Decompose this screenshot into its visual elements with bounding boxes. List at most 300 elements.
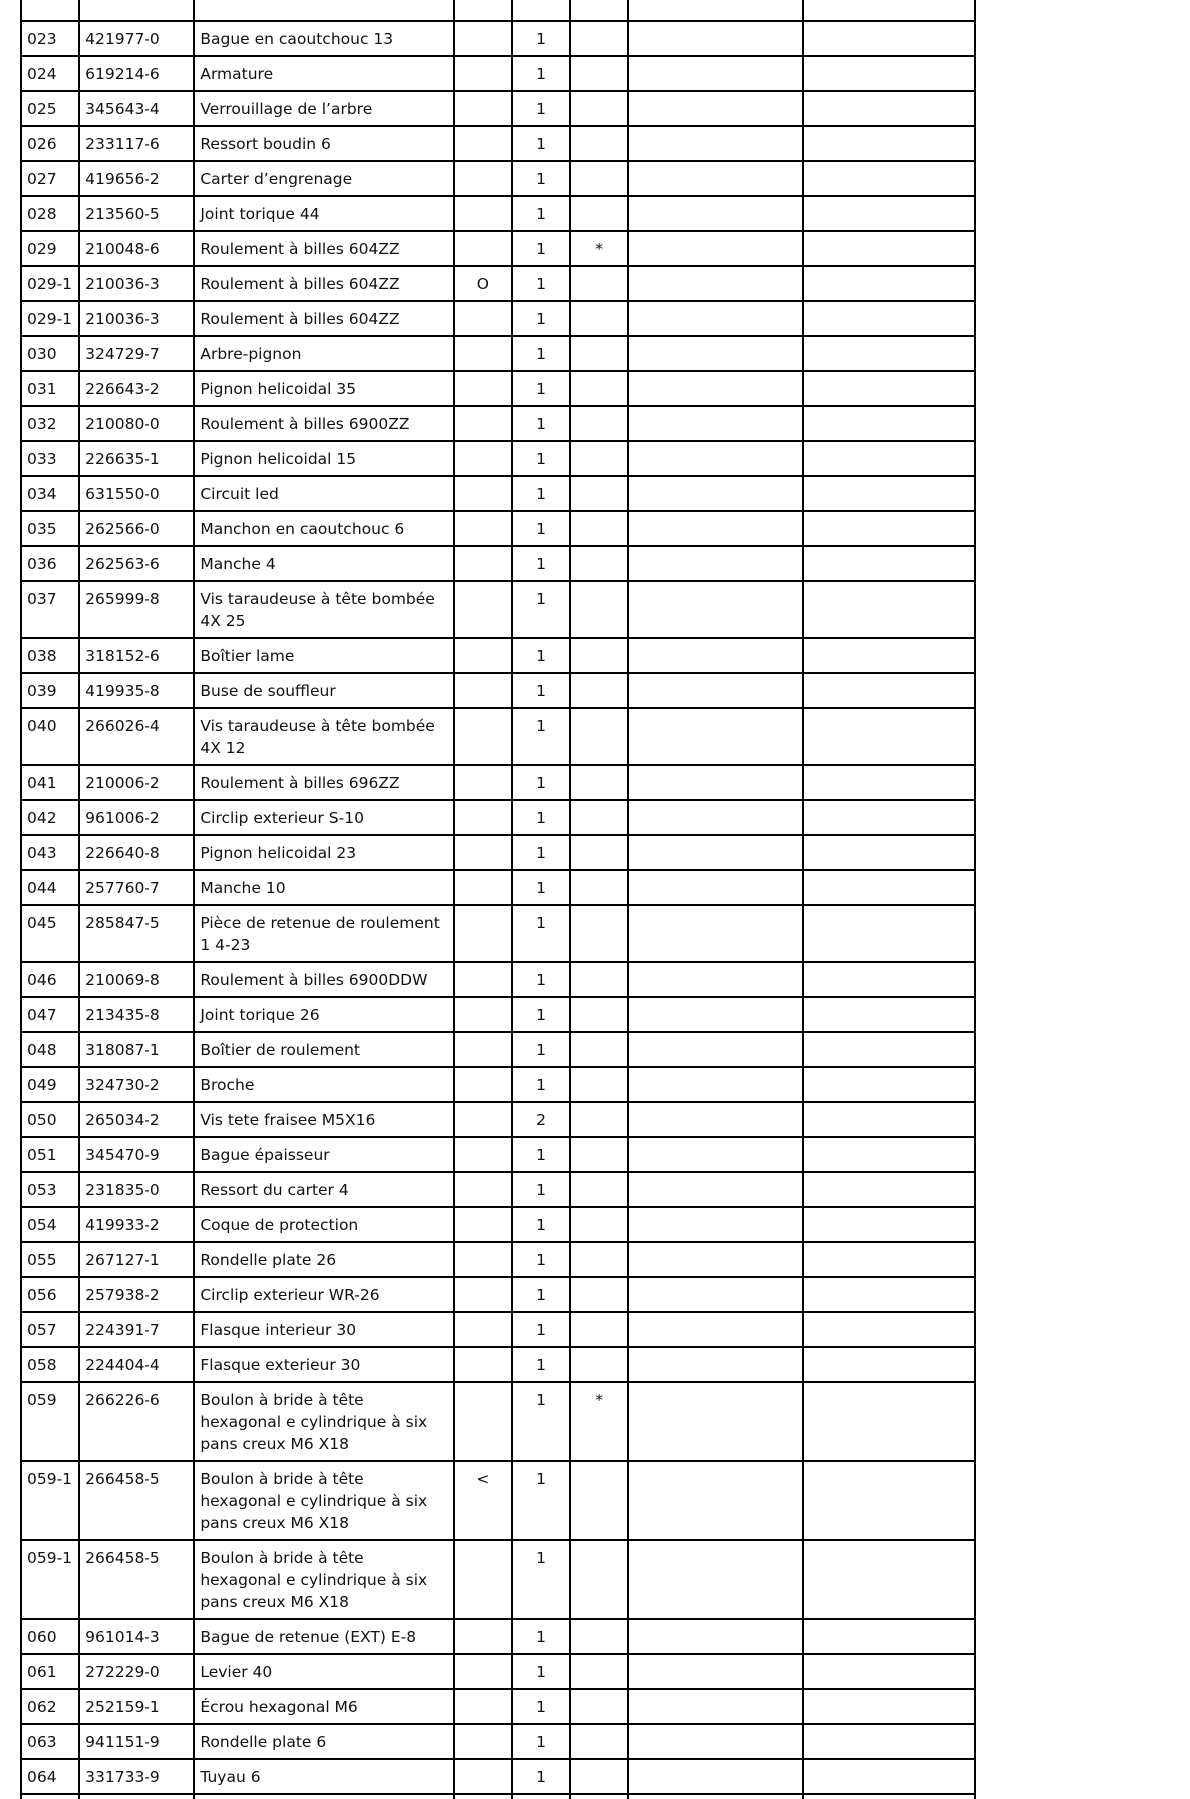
note-cell <box>570 266 628 301</box>
blank-cell <box>21 1794 79 1799</box>
blank-cell <box>803 638 975 673</box>
description-cell: Pignon helicoidal 15 <box>194 441 453 476</box>
note-cell <box>570 476 628 511</box>
blank-cell <box>512 1794 570 1799</box>
symbol-cell <box>454 765 512 800</box>
item-number-cell: 039 <box>21 673 79 708</box>
part-reference-cell: 210006-2 <box>79 765 194 800</box>
part-reference-cell: 421977-0 <box>79 21 194 56</box>
blank-cell <box>803 1759 975 1794</box>
quantity-cell: 1 <box>512 1032 570 1067</box>
description-cell: Tuyau 6 <box>194 1759 453 1794</box>
blank-cell <box>628 1689 802 1724</box>
blank-cell <box>628 1619 802 1654</box>
description-cell: Circuit led <box>194 476 453 511</box>
note-cell <box>570 546 628 581</box>
blank-cell <box>628 962 802 997</box>
item-number-cell: 027 <box>21 161 79 196</box>
blank-cell <box>628 161 802 196</box>
symbol-cell <box>454 546 512 581</box>
symbol-cell <box>454 638 512 673</box>
item-number-cell: 029 <box>21 231 79 266</box>
symbol-cell <box>454 301 512 336</box>
blank-cell <box>803 1347 975 1382</box>
blank-cell <box>628 441 802 476</box>
quantity-cell: 1 <box>512 1689 570 1724</box>
blank-cell <box>628 511 802 546</box>
description-cell: Manche 10 <box>194 870 453 905</box>
description-cell: Roulement à billes 604ZZ <box>194 301 453 336</box>
blank-cell <box>803 1654 975 1689</box>
blank-cell <box>628 56 802 91</box>
quantity-cell: 1 <box>512 962 570 997</box>
description-cell: Pignon helicoidal 23 <box>194 835 453 870</box>
table-row <box>21 1137 975 1172</box>
blank-cell <box>628 1207 802 1242</box>
item-number-cell: 025 <box>21 91 79 126</box>
note-cell <box>570 1540 628 1619</box>
part-reference-cell: 324730-2 <box>79 1067 194 1102</box>
item-number-cell: 029-1 <box>21 266 79 301</box>
table-row <box>21 266 975 301</box>
quantity-cell: 1 <box>512 56 570 91</box>
blank-cell <box>803 962 975 997</box>
item-number-cell: 062 <box>21 1689 79 1724</box>
table-row <box>21 1172 975 1207</box>
note-cell <box>570 905 628 962</box>
symbol-cell <box>454 1277 512 1312</box>
blank-cell <box>803 708 975 765</box>
quantity-cell: 1 <box>512 476 570 511</box>
note-cell <box>570 1067 628 1102</box>
table-row <box>21 1207 975 1242</box>
note-cell <box>570 673 628 708</box>
note-cell <box>570 56 628 91</box>
item-number-cell: 045 <box>21 905 79 962</box>
table-row <box>21 1461 975 1540</box>
blank-cell <box>803 56 975 91</box>
table-row <box>21 196 975 231</box>
blank-cell <box>628 673 802 708</box>
table-row <box>21 800 975 835</box>
item-number-cell: 028 <box>21 196 79 231</box>
note-cell <box>570 196 628 231</box>
quantity-cell: 1 <box>512 638 570 673</box>
blank-cell <box>194 1794 453 1799</box>
symbol-cell <box>454 476 512 511</box>
blank-cell <box>803 441 975 476</box>
table-row <box>21 546 975 581</box>
blank-cell <box>570 1794 628 1799</box>
table-row <box>21 1312 975 1347</box>
blank-cell <box>803 835 975 870</box>
description-cell: Roulement à billes 6900DDW <box>194 962 453 997</box>
symbol-cell <box>454 1347 512 1382</box>
blank-cell <box>628 1242 802 1277</box>
quantity-cell: 1 <box>512 1759 570 1794</box>
blank-cell <box>803 196 975 231</box>
quantity-cell: 1 <box>512 336 570 371</box>
blank-cell <box>803 21 975 56</box>
part-reference-cell: 265999-8 <box>79 581 194 638</box>
table-row <box>21 371 975 406</box>
blank-cell <box>803 1619 975 1654</box>
part-reference-cell: 226640-8 <box>79 835 194 870</box>
description-cell: Joint torique 44 <box>194 196 453 231</box>
symbol-cell <box>454 1207 512 1242</box>
table-row <box>21 441 975 476</box>
note-cell <box>570 371 628 406</box>
symbol-cell <box>454 371 512 406</box>
item-number-cell: 034 <box>21 476 79 511</box>
table-row <box>21 1382 975 1461</box>
blank-cell <box>628 1032 802 1067</box>
item-number-cell: 054 <box>21 1207 79 1242</box>
quantity-cell: 1 <box>512 441 570 476</box>
item-number-cell: 032 <box>21 406 79 441</box>
note-cell <box>570 1654 628 1689</box>
note-cell <box>570 1759 628 1794</box>
blank-cell <box>628 1461 802 1540</box>
table-row <box>21 581 975 638</box>
description-cell: Rondelle plate 26 <box>194 1242 453 1277</box>
description-cell: Buse de souffleur <box>194 673 453 708</box>
item-number-cell: 060 <box>21 1619 79 1654</box>
note-cell <box>570 1207 628 1242</box>
part-reference-cell: 419933-2 <box>79 1207 194 1242</box>
part-reference-cell: 285847-5 <box>79 905 194 962</box>
table-row <box>21 126 975 161</box>
table-row <box>21 511 975 546</box>
part-reference-cell: 266458-5 <box>79 1540 194 1619</box>
part-reference-cell: 345643-4 <box>79 91 194 126</box>
part-reference-cell: 331733-9 <box>79 1759 194 1794</box>
part-reference-cell: 210036-3 <box>79 301 194 336</box>
description-cell: Manchon en caoutchouc 6 <box>194 511 453 546</box>
description-cell: Boîtier de roulement <box>194 1032 453 1067</box>
table-row <box>21 1242 975 1277</box>
item-number-cell: 024 <box>21 56 79 91</box>
parts-table-body <box>21 0 975 1799</box>
note-cell <box>570 406 628 441</box>
description-cell: Bague épaisseur <box>194 1137 453 1172</box>
description-cell: Carter d’engrenage <box>194 161 453 196</box>
part-reference-cell: 257938-2 <box>79 1277 194 1312</box>
blank-cell <box>628 1312 802 1347</box>
item-number-cell: 059-1 <box>21 1461 79 1540</box>
description-cell: Arbre-pignon <box>194 336 453 371</box>
note-cell <box>570 441 628 476</box>
note-cell <box>570 870 628 905</box>
table-row <box>21 91 975 126</box>
symbol-cell <box>454 91 512 126</box>
table-row <box>21 905 975 962</box>
quantity-cell: 1 <box>512 1619 570 1654</box>
description-cell: Roulement à billes 604ZZ <box>194 231 453 266</box>
symbol-cell <box>454 406 512 441</box>
symbol-cell <box>454 835 512 870</box>
symbol-cell <box>454 962 512 997</box>
description-cell: Circlip exterieur WR-26 <box>194 1277 453 1312</box>
quantity-cell: 1 <box>512 1724 570 1759</box>
table-row <box>21 673 975 708</box>
description-cell: Pièce de retenue de roulement 1 4-23 <box>194 905 453 962</box>
table-top-stub-row <box>21 0 975 21</box>
symbol-cell <box>454 800 512 835</box>
description-cell: Ressort boudin 6 <box>194 126 453 161</box>
item-number-cell: 041 <box>21 765 79 800</box>
symbol-cell <box>454 231 512 266</box>
table-row <box>21 708 975 765</box>
symbol-cell <box>454 126 512 161</box>
symbol-cell <box>454 1067 512 1102</box>
blank-cell <box>628 1347 802 1382</box>
symbol-cell <box>454 1137 512 1172</box>
note-cell <box>570 1461 628 1540</box>
blank-cell <box>803 1102 975 1137</box>
blank-cell <box>628 800 802 835</box>
symbol-cell <box>454 1382 512 1461</box>
blank-cell <box>628 1102 802 1137</box>
item-number-cell: 055 <box>21 1242 79 1277</box>
symbol-cell <box>454 1312 512 1347</box>
blank-cell <box>803 266 975 301</box>
part-reference-cell: 961006-2 <box>79 800 194 835</box>
blank-cell <box>803 1382 975 1461</box>
note-cell <box>570 511 628 546</box>
symbol-cell <box>454 56 512 91</box>
item-number-cell: 048 <box>21 1032 79 1067</box>
table-row <box>21 1654 975 1689</box>
description-cell: Écrou hexagonal M6 <box>194 1689 453 1724</box>
symbol-cell <box>454 1759 512 1794</box>
item-number-cell: 026 <box>21 126 79 161</box>
description-cell: Boulon à bride à tête hexagonal e cylindrique à six pans creux M6 X18 <box>194 1540 453 1619</box>
blank-cell <box>803 161 975 196</box>
description-cell: Vis taraudeuse à tête bombée 4X 12 <box>194 708 453 765</box>
quantity-cell: 1 <box>512 1461 570 1540</box>
blank-cell <box>803 581 975 638</box>
blank-cell <box>628 1382 802 1461</box>
item-number-cell: 046 <box>21 962 79 997</box>
symbol-cell <box>454 441 512 476</box>
symbol-cell <box>454 870 512 905</box>
blank-cell <box>803 1172 975 1207</box>
part-reference-cell: 267127-1 <box>79 1242 194 1277</box>
blank-cell <box>628 638 802 673</box>
description-cell: Broche <box>194 1067 453 1102</box>
item-number-cell: 063 <box>21 1724 79 1759</box>
description-cell: Vis tete fraisee M5X16 <box>194 1102 453 1137</box>
symbol-cell <box>454 708 512 765</box>
item-number-cell: 036 <box>21 546 79 581</box>
note-cell <box>570 161 628 196</box>
note-cell <box>570 1242 628 1277</box>
table-row <box>21 1102 975 1137</box>
blank-cell <box>628 1654 802 1689</box>
note-cell <box>570 800 628 835</box>
description-cell: Verrouillage de l’arbre <box>194 91 453 126</box>
part-reference-cell: 262563-6 <box>79 546 194 581</box>
description-cell: Bague de retenue (EXT) E-8 <box>194 1619 453 1654</box>
description-cell: Flasque interieur 30 <box>194 1312 453 1347</box>
symbol-cell <box>454 511 512 546</box>
item-number-cell: 047 <box>21 997 79 1032</box>
blank-cell <box>628 476 802 511</box>
table-row <box>21 231 975 266</box>
symbol-cell <box>454 161 512 196</box>
item-number-cell: 042 <box>21 800 79 835</box>
table-row <box>21 1724 975 1759</box>
part-reference-cell: 619214-6 <box>79 56 194 91</box>
blank-cell <box>628 1172 802 1207</box>
table-row <box>21 336 975 371</box>
blank-cell <box>803 126 975 161</box>
parts-list-sheet <box>20 0 976 1799</box>
blank-cell <box>803 1724 975 1759</box>
part-reference-cell: 210036-3 <box>79 266 194 301</box>
part-reference-cell: 210080-0 <box>79 406 194 441</box>
blank-cell <box>628 870 802 905</box>
blank-cell <box>803 336 975 371</box>
blank-cell <box>803 1689 975 1724</box>
table-bottom-stub-row <box>21 1794 975 1799</box>
part-reference-cell: 213435-8 <box>79 997 194 1032</box>
blank-cell <box>79 1794 194 1799</box>
item-number-cell: 051 <box>21 1137 79 1172</box>
blank-cell <box>628 997 802 1032</box>
blank-cell <box>803 1032 975 1067</box>
symbol-cell <box>454 673 512 708</box>
item-number-cell: 043 <box>21 835 79 870</box>
item-number-cell: 029-1 <box>21 301 79 336</box>
blank-cell <box>803 1794 975 1799</box>
description-cell: Joint torique 26 <box>194 997 453 1032</box>
blank-cell <box>628 21 802 56</box>
quantity-cell: 1 <box>512 231 570 266</box>
blank-cell <box>803 765 975 800</box>
table-row <box>21 1619 975 1654</box>
blank-cell <box>628 905 802 962</box>
note-cell <box>570 765 628 800</box>
quantity-cell: 1 <box>512 1382 570 1461</box>
item-number-cell: 057 <box>21 1312 79 1347</box>
item-number-cell: 059-1 <box>21 1540 79 1619</box>
note-cell <box>570 835 628 870</box>
note-cell <box>570 581 628 638</box>
blank-cell <box>628 581 802 638</box>
symbol-cell <box>454 1689 512 1724</box>
description-cell: Armature <box>194 56 453 91</box>
blank-cell <box>803 870 975 905</box>
quantity-cell: 1 <box>512 1067 570 1102</box>
quantity-cell: 2 <box>512 1102 570 1137</box>
part-reference-cell: 941151-9 <box>79 1724 194 1759</box>
blank-cell <box>803 231 975 266</box>
item-number-cell: 053 <box>21 1172 79 1207</box>
table-row <box>21 638 975 673</box>
blank-cell <box>628 1724 802 1759</box>
part-reference-cell: 252159-1 <box>79 1689 194 1724</box>
blank-cell <box>803 301 975 336</box>
part-reference-cell: 224391-7 <box>79 1312 194 1347</box>
part-reference-cell: 961014-3 <box>79 1619 194 1654</box>
blank-cell <box>628 231 802 266</box>
note-cell <box>570 21 628 56</box>
blank-cell <box>628 765 802 800</box>
blank-cell <box>803 1067 975 1102</box>
quantity-cell: 1 <box>512 1242 570 1277</box>
quantity-cell: 1 <box>512 1347 570 1382</box>
part-reference-cell: 266458-5 <box>79 1461 194 1540</box>
symbol-cell <box>454 1242 512 1277</box>
part-reference-cell: 224404-4 <box>79 1347 194 1382</box>
blank-cell <box>628 1759 802 1794</box>
quantity-cell: 1 <box>512 1172 570 1207</box>
part-reference-cell: 318152-6 <box>79 638 194 673</box>
quantity-cell: 1 <box>512 546 570 581</box>
quantity-cell: 1 <box>512 126 570 161</box>
part-reference-cell: 631550-0 <box>79 476 194 511</box>
quantity-cell: 1 <box>512 800 570 835</box>
quantity-cell: 1 <box>512 835 570 870</box>
symbol-cell <box>454 1102 512 1137</box>
note-cell <box>570 1032 628 1067</box>
quantity-cell: 1 <box>512 21 570 56</box>
note-cell <box>570 1619 628 1654</box>
blank-cell <box>628 266 802 301</box>
blank-cell <box>628 1137 802 1172</box>
blank-cell <box>803 546 975 581</box>
table-row <box>21 161 975 196</box>
blank-cell <box>628 708 802 765</box>
blank-cell <box>803 997 975 1032</box>
symbol-cell <box>454 1032 512 1067</box>
blank-cell <box>803 1242 975 1277</box>
blank-cell <box>628 1794 802 1799</box>
part-reference-cell: 210048-6 <box>79 231 194 266</box>
symbol-cell <box>454 1724 512 1759</box>
quantity-cell: 1 <box>512 371 570 406</box>
table-row <box>21 997 975 1032</box>
part-reference-cell: 233117-6 <box>79 126 194 161</box>
note-cell <box>570 1347 628 1382</box>
quantity-cell: 1 <box>512 673 570 708</box>
description-cell: Coque de protection <box>194 1207 453 1242</box>
blank-cell <box>628 1277 802 1312</box>
parts-table <box>20 0 976 1799</box>
blank-cell <box>803 1461 975 1540</box>
item-number-cell: 037 <box>21 581 79 638</box>
part-reference-cell: 324729-7 <box>79 336 194 371</box>
quantity-cell: 1 <box>512 1312 570 1347</box>
table-row <box>21 1759 975 1794</box>
blank-cell <box>803 905 975 962</box>
quantity-cell: 1 <box>512 997 570 1032</box>
table-row <box>21 765 975 800</box>
part-reference-cell: 231835-0 <box>79 1172 194 1207</box>
part-reference-cell: 257760-7 <box>79 870 194 905</box>
blank-cell <box>803 371 975 406</box>
part-reference-cell: 318087-1 <box>79 1032 194 1067</box>
note-cell: * <box>570 231 628 266</box>
item-number-cell: 058 <box>21 1347 79 1382</box>
note-cell: * <box>570 1382 628 1461</box>
table-row <box>21 1347 975 1382</box>
note-cell <box>570 91 628 126</box>
quantity-cell: 1 <box>512 905 570 962</box>
blank-cell <box>628 336 802 371</box>
